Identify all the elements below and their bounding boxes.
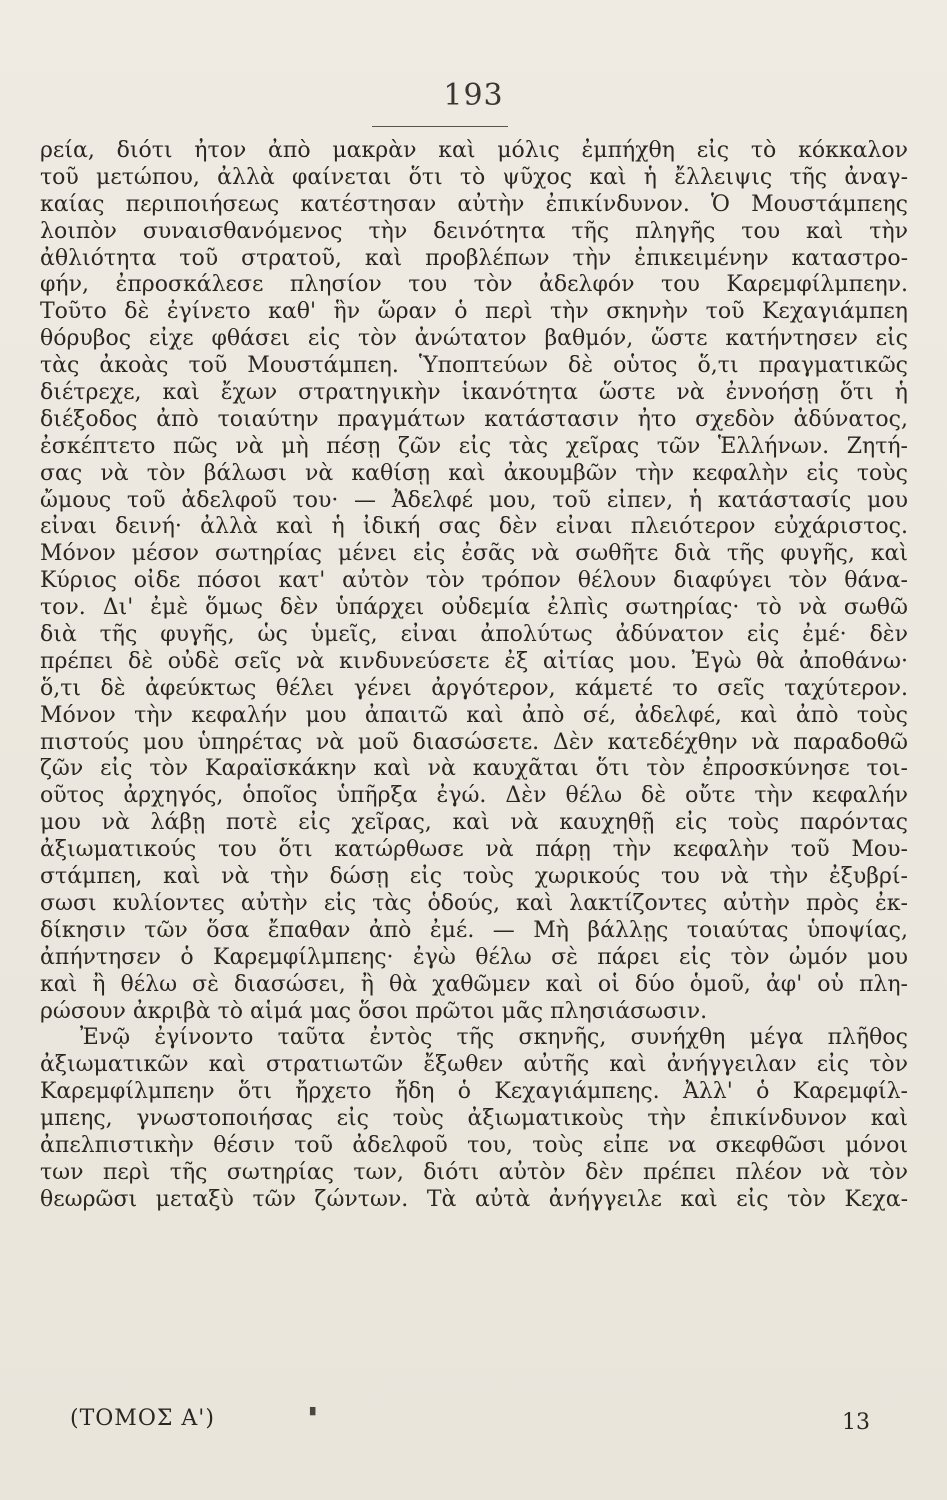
text-line: Μόνον μέσον σωτηρίας μένει εἰς ἐσᾶς νὰ σωθῆτε διὰ τῆς φυγῆς, καὶ xyxy=(40,541,908,567)
text-line: ἀξιωματικῶν καὶ στρατιωτῶν ἔξωθεν αὐτῆς καὶ ἀνήγγειλαν εἰς τὸν xyxy=(40,1052,908,1078)
text-line: ζῶν εἰς τὸν Καραϊσκάκην καὶ νὰ καυχᾶται ὅτι τὸν ἐπροσκύνησε τοι- xyxy=(40,756,908,782)
text-line: ἀξιωματικούς του ὅτι κατώρθωσε νὰ πάρῃ τὴν κεφαλὴν τοῦ Μου- xyxy=(40,837,908,863)
text-line: στάμπεη, καὶ νὰ τὴν δώσῃ εἰς τοὺς χωρικούς του νὰ τὴν ἐξυβρί- xyxy=(40,864,908,890)
text-line: διέτρεχε, καὶ ἔχων στρατηγικὴν ἱκανότητα ὥστε νὰ ἐννοήσῃ ὅτι ἡ xyxy=(40,380,908,406)
text-line: Καρεμφίλμπεην ὅτι ἤρχετο ἤδη ὁ Κεχαγιάμπεης. Ἀλλ' ὁ Καρεμφίλ- xyxy=(40,1079,908,1105)
volume-label: (ΤΟΜΟΣ Α') xyxy=(70,1406,215,1431)
text-line: τον. Δι' ἐμὲ ὅμως δὲν ὑπάρχει οὐδεμία ἐλπὶς σωτηρίας· τὸ νὰ σωθῶ xyxy=(40,595,908,621)
text-line: εἶναι δεινή· ἀλλὰ καὶ ἡ ἰδική σας δὲν εἶναι πλειότερον εὐχάριστος. xyxy=(40,514,908,540)
text-line: ρεία, διότι ἦτον ἀπὸ μακρὰν καὶ μόλις ἐμπήχθη εἰς τὸ κόκκαλον xyxy=(40,138,908,163)
text-line: Κύριος οἶδε πόσοι κατ' αὐτὸν τὸν τρόπον θέλουν διαφύγει τὸν θάνα- xyxy=(40,568,908,594)
text-line: θόρυβος εἶχε φθάσει εἰς τὸν ἀνώτατον βαθμόν, ὥστε κατήντησεν εἰς xyxy=(40,326,908,352)
text-line: ἀπελπιστικὴν θέσιν τοῦ ἀδελφοῦ του, τοὺς εἶπε να σκεφθῶσι μόνοι xyxy=(40,1132,908,1158)
text-line: ὅ,τι δὲ ἀφεύκτως θέλει γένει ἀργότερον, κάμετέ το σεῖς ταχύτερον. xyxy=(40,675,908,701)
page-footer xyxy=(70,1406,870,1436)
text-line: φήν, ἐπροσκάλεσε πλησίον του τὸν ἀδελφόν του Καρεμφίλμπεην. xyxy=(40,272,908,298)
text-line: διὰ τῆς φυγῆς, ὡς ὑμεῖς, εἶναι ἀπολύτως ἀδύνατον εἰς ἐμέ· δὲν xyxy=(40,622,908,648)
text-line: σωσι κυλίοντες αὐτὴν εἰς τὰς ὁδούς, καὶ λακτίζοντες αὐτὴν πρὸς ἐκ- xyxy=(40,890,908,916)
text-line: οῦτος ἀρχηγός, ὁποῖος ὑπῆρξα ἐγώ. Δὲν θέλω δὲ οὔτε τὴν κεφαλήν xyxy=(40,783,908,809)
text-line: τοῦ μετώπου, ἀλλὰ φαίνεται ὅτι τὸ ψῦχος καὶ ἡ ἔλλειψις τῆς ἀναγ- xyxy=(40,164,908,190)
text-line: Τοῦτο δὲ ἐγίνετο καθ' ἣν ὥραν ὁ περὶ τὴν σκηνὴν τοῦ Κεχαγιάμπεη xyxy=(40,299,908,325)
printer-mark: ▘ xyxy=(310,1408,321,1424)
text-line: τὰς ἀκοὰς τοῦ Μουστάμπεη. Ὑποπτεύων δὲ οὗτος ὅ,τι πραγματικῶς xyxy=(40,353,908,379)
text-line: δίκησιν τῶν ὅσα ἔπαθαν ἀπὸ ἐμέ. — Μὴ βάλλῃς τοιαύτας ὑποψίας, xyxy=(40,917,908,943)
text-line: των περὶ τῆς σωτηρίας των, διότι αὐτὸν δὲν πρέπει πλέον νὰ τὸν xyxy=(40,1159,908,1185)
text-line: σας νὰ τὸν βάλωσι νὰ καθίσῃ καὶ ἀκουμβῶν τὴν κεφαλὴν εἰς τοὺς xyxy=(40,460,908,486)
text-line: ρώσουν ἀκριβὰ τὸ αἷμά μας ὅσοι πρῶτοι μᾶς πλησιάσωσιν. xyxy=(40,998,708,1024)
text-line: μου νὰ λάβῃ ποτὲ εἰς χεῖρας, καὶ νὰ καυχηθῇ εἰς τοὺς παρόντας xyxy=(40,810,908,836)
text-line: καίας περιποιήσεως κατέστησαν αὐτὴν ἐπικίνδυνον. Ὁ Μουστάμπεης xyxy=(40,191,908,217)
text-line: Μόνον τὴν κεφαλήν μου ἀπαιτῶ καὶ ἀπὸ σέ, ἀδελφέ, καὶ ἀπὸ τοὺς xyxy=(40,702,908,728)
text-line: ἀθλιότητα τοῦ στρατοῦ, καὶ προβλέπων τὴν ἐπικειμένην καταστρο- xyxy=(40,245,908,271)
text-line: μπεης, γνωστοποιήσας εἰς τοὺς ἀξιωματικοὺς τὴν ἐπικίνδυνον καὶ xyxy=(40,1106,908,1132)
text-line: θεωρῶσι μεταξὺ τῶν ζώντων. Τὰ αὐτὰ ἀνήγγειλε καὶ εἰς τὸν Κεχα- xyxy=(40,1186,908,1212)
header-rule xyxy=(372,126,508,127)
text-line: ὤμους τοῦ ἀδελφοῦ του· — Ἀδελφέ μου, τοῦ εἶπεν, ἡ κατάστασίς μου xyxy=(40,487,908,513)
signature-number: 13 xyxy=(842,1410,870,1435)
body-text xyxy=(40,138,908,1214)
text-line: πρέπει δὲ οὐδὲ σεῖς νὰ κινδυνεύσετε ἐξ αἰτίας μου. Ἐγὼ θὰ ἀποθάνω· xyxy=(40,648,908,674)
text-line: καὶ ἢ θέλω σὲ διασώσει, ἢ θὰ χαθῶμεν καὶ οἱ δύο ὁμοῦ, ἀφ' οὗ πλη- xyxy=(40,971,908,997)
text-line: πιστούς μου ὑπηρέτας νὰ μοῦ διασώσετε. Δὲν κατεδέχθην νὰ παραδοθῶ xyxy=(40,729,908,755)
text-line: ἀπήντησεν ὁ Καρεμφίλμπεης· ἐγὼ θέλω σὲ πάρει εἰς τὸν ὦμόν μου xyxy=(40,944,908,970)
text-line: Ἐνῷ ἐγίνοντο ταῦτα ἐντὸς τῆς σκηνῆς, συνήχθη μέγα πλῆθος xyxy=(80,1025,908,1051)
text-line: διέξοδος ἀπὸ τοιαύτην πραγμάτων κατάστασιν ἦτο σχεδὸν ἀδύνατος, xyxy=(40,406,908,432)
text-line: λοιπὸν συναισθανόμενος τὴν δεινότητα τῆς πληγῆς του καὶ τὴν xyxy=(40,218,908,244)
text-line: ἐσκέπτετο πῶς νὰ μὴ πέσῃ ζῶν εἰς τὰς χεῖρας τῶν Ἑλλήνων. Ζητή- xyxy=(40,433,908,459)
page-number: 193 xyxy=(443,78,504,113)
